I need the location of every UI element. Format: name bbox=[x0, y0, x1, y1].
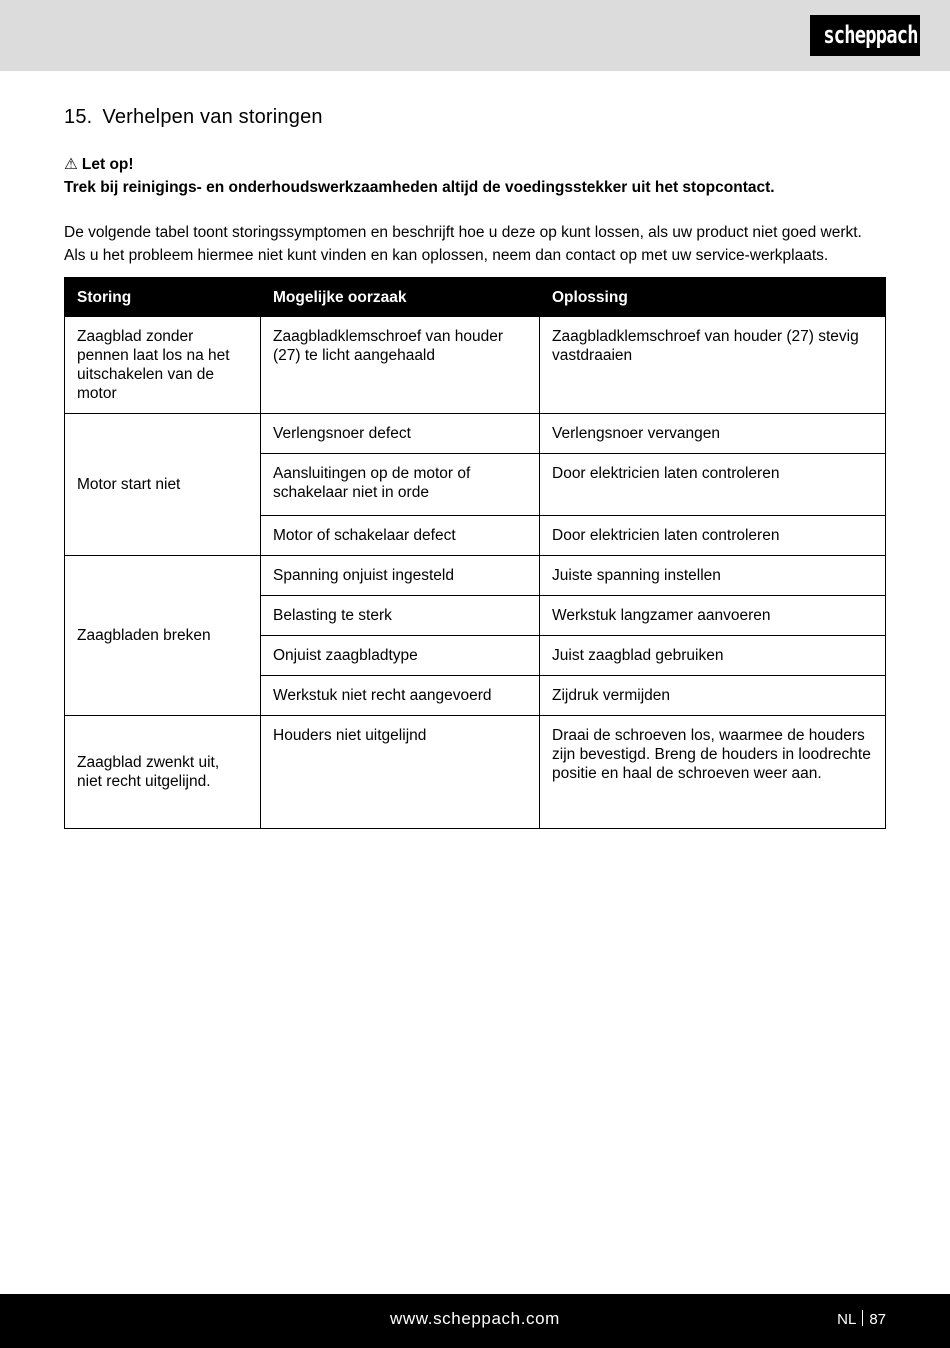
table-row bbox=[65, 414, 886, 454]
cause-cell: Houders niet uitgelijnd bbox=[261, 716, 540, 829]
intro-text bbox=[64, 221, 886, 267]
page-separator bbox=[862, 1310, 863, 1326]
warning-label: Let op! bbox=[81, 156, 134, 173]
warning-text: Trek bij reinigings- en onderhoudswerkzaamheden altijd de voedingsstekker uit het stopcontact. bbox=[64, 179, 775, 196]
solution-cell: Verlengsnoer vervangen bbox=[540, 414, 886, 454]
warning-triangle-icon: ⚠ bbox=[64, 156, 78, 173]
solution-cell: Werkstuk langzamer aanvoeren bbox=[540, 596, 886, 636]
solution-cell: Juist zaagblad gebruiken bbox=[540, 636, 886, 676]
solution-cell: Zaagbladklemschroef van houder (27) stevig vastdraaien bbox=[540, 317, 886, 414]
cause-cell: Verlengsnoer defect bbox=[261, 414, 540, 454]
cause-cell: Spanning onjuist ingesteld bbox=[261, 556, 540, 596]
table-header-row bbox=[65, 278, 886, 317]
intro-line-2: Als u het probleem hiermee niet kunt vinden en kan oplossen, neem dan contact op met uw service-werkplaats. bbox=[64, 247, 829, 264]
intro-line-1: De volgende tabel toont storingssymptomen en beschrijft hoe u deze op kunt lossen, als uw product niet goed werkt. bbox=[64, 224, 862, 241]
solution-cell: Draai de schroeven los, waarmee de houders zijn bevestigd. Breng de houders in loodrechte positie en haal de schroeven weer aan. bbox=[540, 716, 886, 829]
table-row bbox=[65, 317, 886, 414]
solution-cell: Juiste spanning instellen bbox=[540, 556, 886, 596]
table-row bbox=[65, 716, 886, 829]
cause-cell: Aansluitingen op de motor of schakelaar niet in orde bbox=[261, 454, 540, 516]
scheppach-logo: scheppach bbox=[810, 15, 920, 56]
cause-cell: Belasting te sterk bbox=[261, 596, 540, 636]
solution-cell: Zijdruk vermijden bbox=[540, 676, 886, 716]
fault-cell: Zaagblad zwenkt uit, niet recht uitgelijnd. bbox=[65, 716, 261, 829]
cause-cell: Onjuist zaagbladtype bbox=[261, 636, 540, 676]
section-number: 15. bbox=[64, 106, 93, 128]
section-title bbox=[64, 106, 886, 129]
footer-url: www.scheppach.com bbox=[390, 1309, 560, 1328]
section-title-text: Verhelpen van storingen bbox=[102, 106, 323, 128]
language-code: NL bbox=[837, 1311, 857, 1328]
solution-cell: Door elektricien laten controleren bbox=[540, 516, 886, 556]
cause-cell: Werkstuk niet recht aangevoerd bbox=[261, 676, 540, 716]
header-oplossing: Oplossing bbox=[540, 278, 886, 317]
troubleshooting-table bbox=[64, 277, 886, 829]
page-number: 87 bbox=[869, 1311, 886, 1328]
page-indicator bbox=[837, 1310, 886, 1328]
footer-bar bbox=[0, 1294, 950, 1348]
page-content bbox=[64, 106, 886, 829]
header-storing: Storing bbox=[65, 278, 261, 317]
header-oorzaak: Mogelijke oorzaak bbox=[261, 278, 540, 317]
fault-cell: Zaagblad zonder pennen laat los na het uitschakelen van de motor bbox=[65, 317, 261, 414]
fault-cell: Motor start niet bbox=[65, 414, 261, 556]
cause-cell: Motor of schakelaar defect bbox=[261, 516, 540, 556]
table-row bbox=[65, 556, 886, 596]
solution-cell: Door elektricien laten controleren bbox=[540, 454, 886, 516]
warning-block bbox=[64, 153, 886, 199]
header-band bbox=[0, 0, 950, 71]
cause-cell: Zaagbladklemschroef van houder (27) te licht aangehaald bbox=[261, 317, 540, 414]
fault-cell: Zaagbladen breken bbox=[65, 556, 261, 716]
